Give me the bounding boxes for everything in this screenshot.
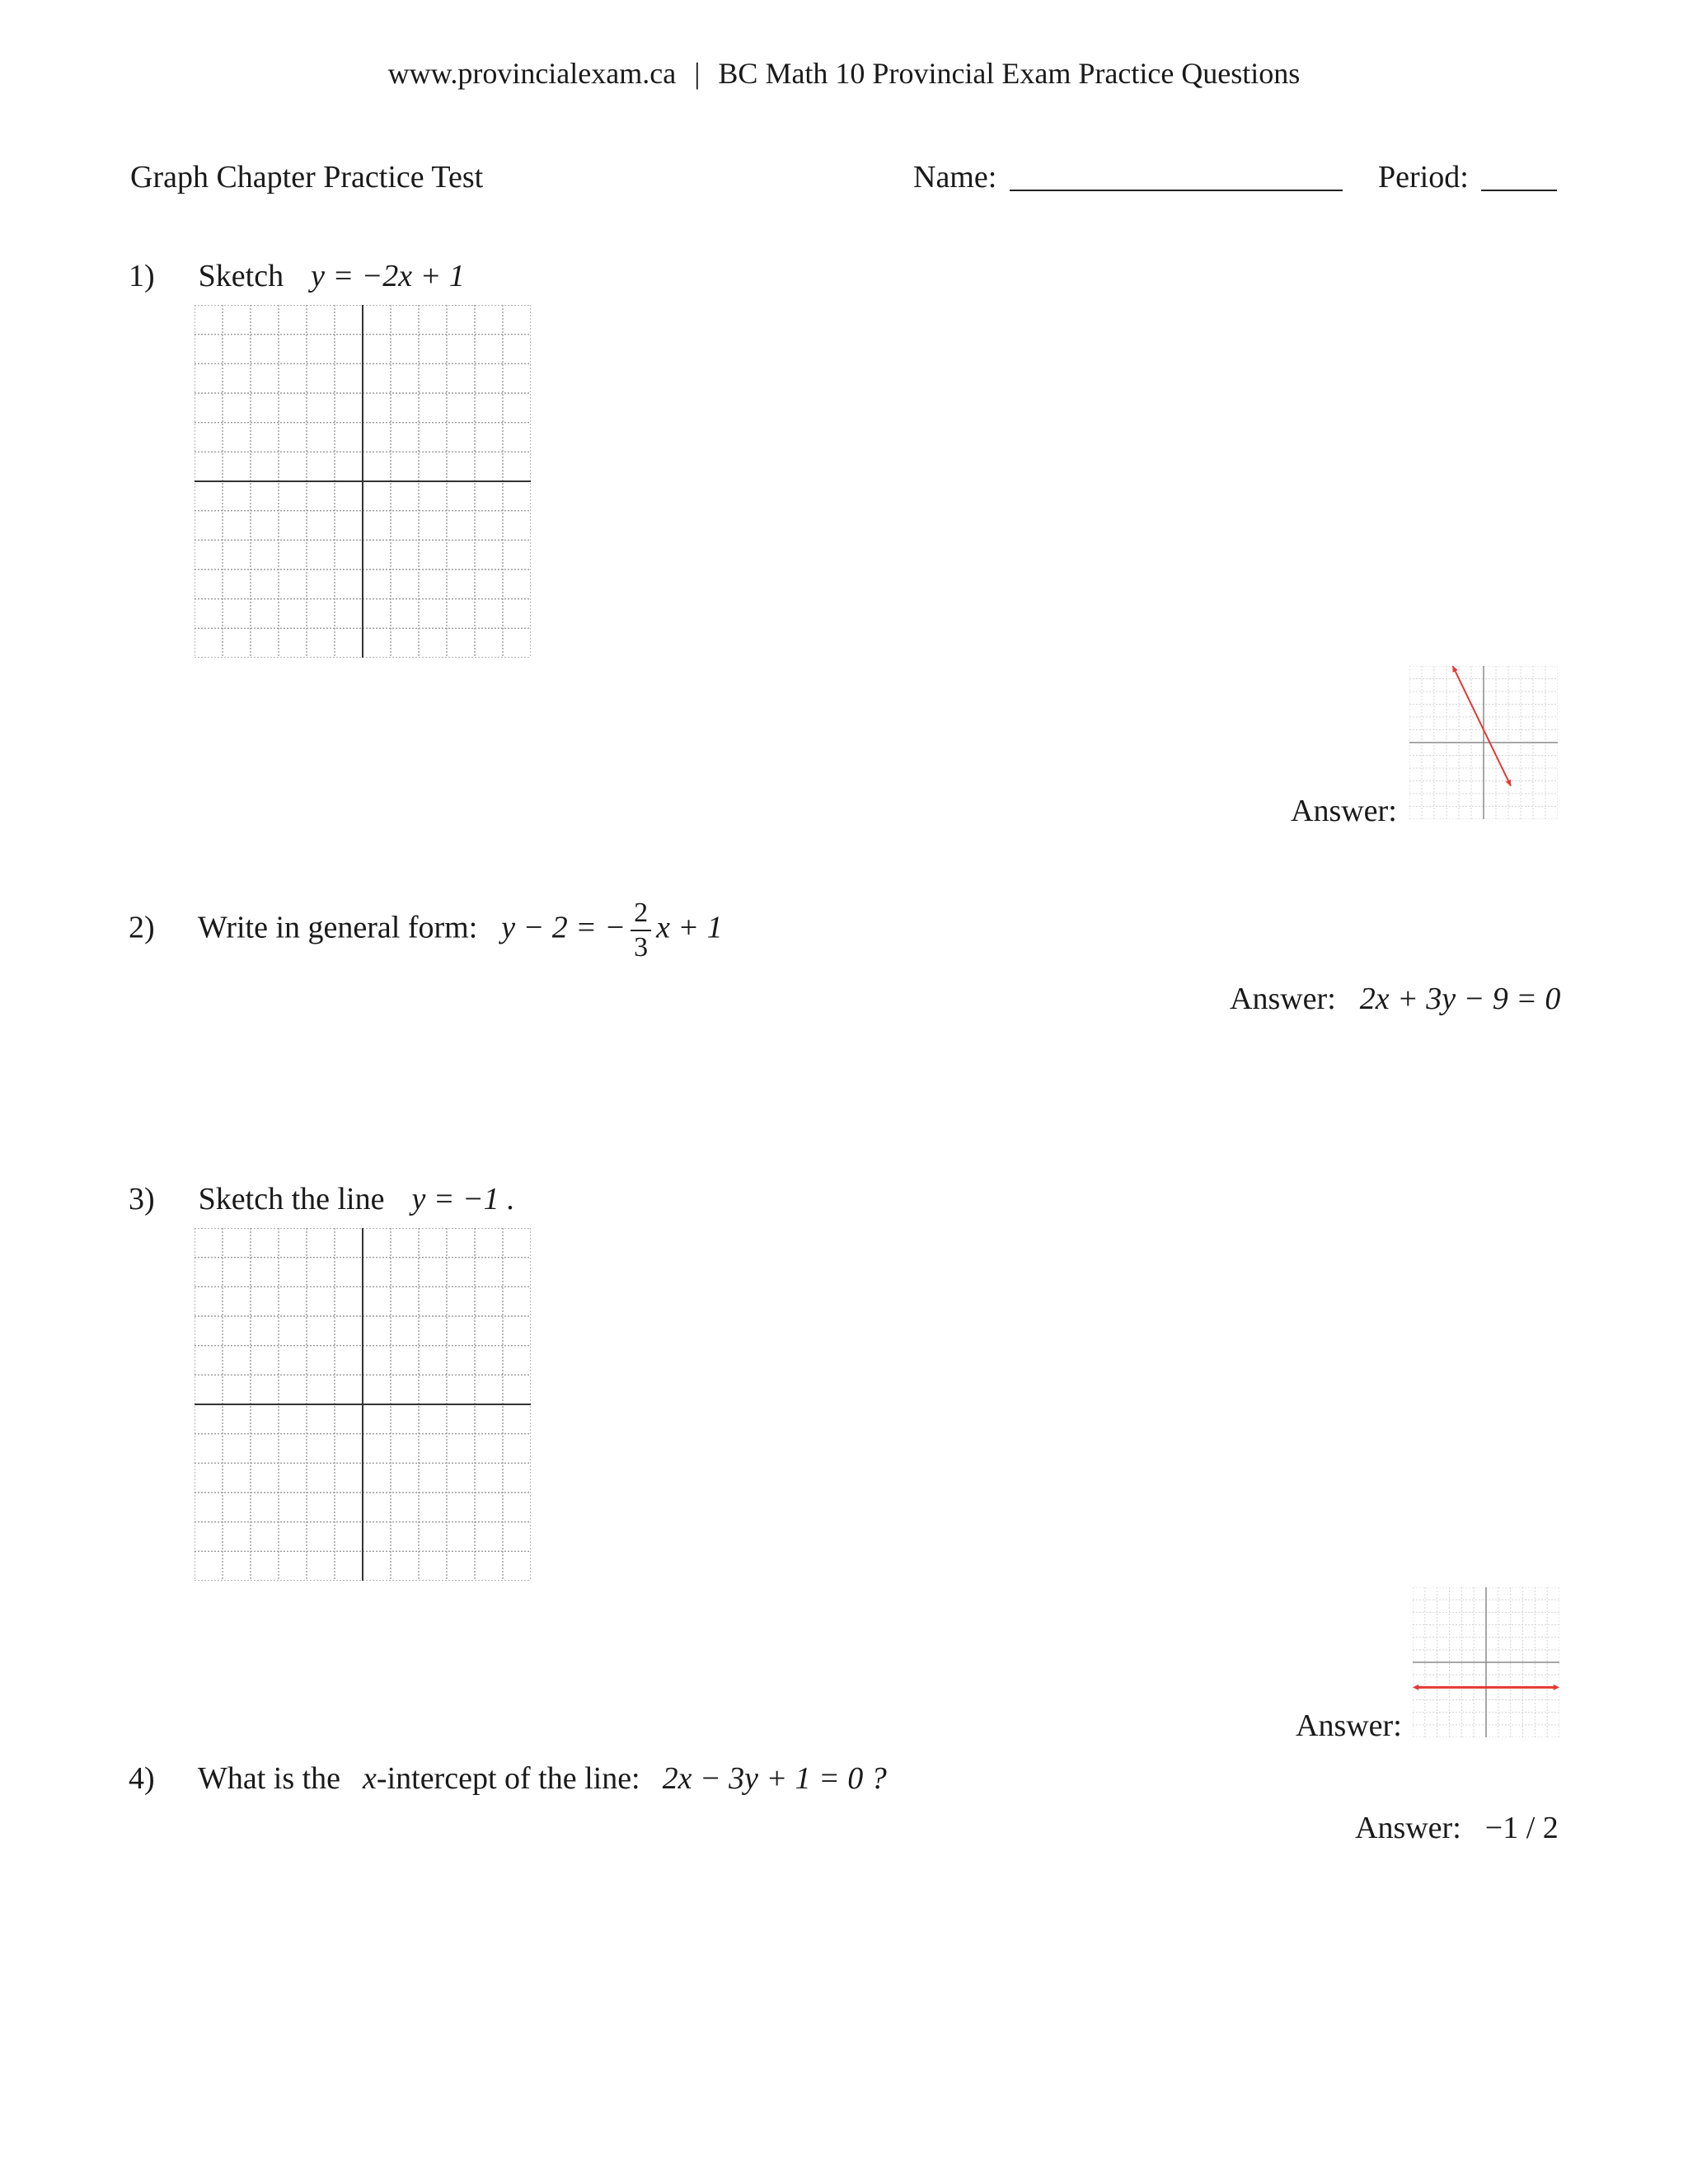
blank-grid-3[interactable] <box>195 1228 531 1581</box>
page-header <box>0 56 1688 91</box>
answer-label: Answer: <box>1355 1811 1461 1845</box>
name-field[interactable] <box>1010 190 1343 191</box>
blank-grid-1[interactable] <box>195 305 531 658</box>
question-equation: y = −2x + 1 <box>311 259 465 293</box>
question-1 <box>129 258 465 294</box>
answer-value: 2x + 3y − 9 = 0 <box>1359 982 1561 1016</box>
equation-left: y − 2 = − <box>501 910 626 945</box>
site-url: www.provincialexam.ca <box>387 57 677 90</box>
question-equation: 2x − 3y + 1 = 0 ? <box>662 1761 887 1796</box>
prompt-variable: x <box>363 1761 377 1796</box>
answer-label: Answer: <box>1230 982 1336 1016</box>
question-2 <box>129 898 723 962</box>
question-prompt: Sketch <box>198 259 284 293</box>
name-label: Name: <box>913 160 997 194</box>
period-field[interactable] <box>1481 190 1557 191</box>
question-prompt-rest: -intercept of the line: <box>376 1761 640 1796</box>
course-title: BC Math 10 Provincial Exam Practice Questions <box>718 57 1301 90</box>
question-prompt: Write in general form: <box>197 910 478 945</box>
arrow-head <box>1554 1685 1559 1690</box>
question-number: 3) <box>129 1182 155 1216</box>
question-4 <box>129 1760 887 1797</box>
answer-1-label: Answer: <box>1291 794 1397 828</box>
question-number: 2) <box>129 910 155 945</box>
test-title: Graph Chapter Practice Test <box>130 160 484 194</box>
answer-2 <box>1230 981 1560 1017</box>
fraction-numerator: 2 <box>631 898 651 931</box>
fraction <box>631 898 651 962</box>
question-prompt: Sketch the line <box>198 1182 385 1216</box>
answer-graph-3 <box>1413 1587 1559 1737</box>
answer-line <box>1453 666 1512 786</box>
answer-graph-1 <box>1409 666 1558 819</box>
equation-right: x + 1 <box>656 910 723 945</box>
question-number: 1) <box>129 259 155 293</box>
period-label: Period: <box>1378 160 1469 194</box>
answer-3-label: Answer: <box>1296 1708 1402 1743</box>
question-number: 4) <box>129 1761 155 1796</box>
question-equation: y = −1 . <box>411 1182 515 1216</box>
answer-value: −1 / 2 <box>1484 1811 1559 1845</box>
question-3 <box>129 1181 515 1217</box>
arrow-head <box>1413 1685 1418 1690</box>
answer-4 <box>1355 1810 1559 1846</box>
header-separator: | <box>694 57 701 90</box>
question-prompt: What is the <box>197 1761 341 1796</box>
fraction-denominator: 3 <box>634 931 649 963</box>
